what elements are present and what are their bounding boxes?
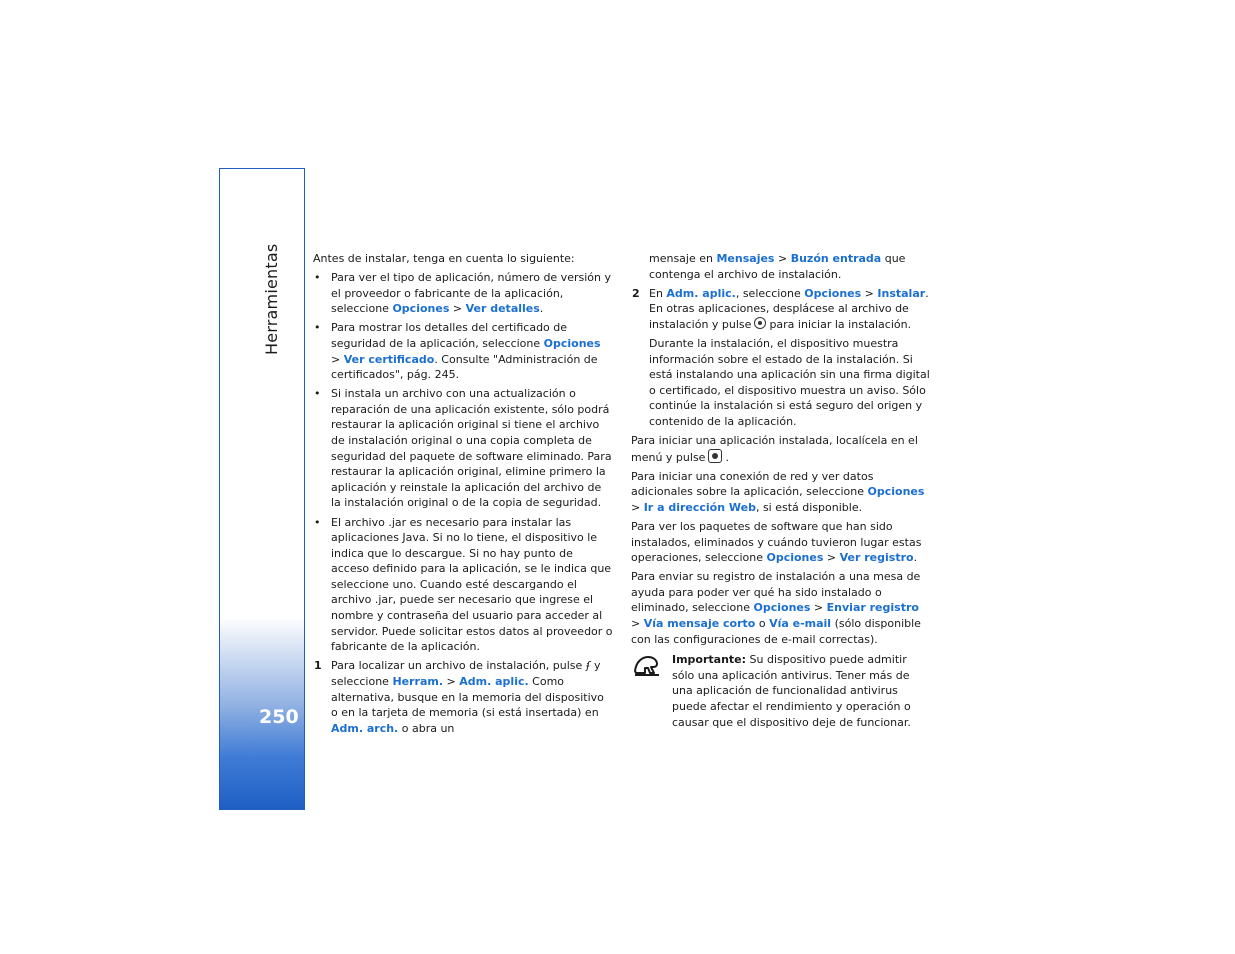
step-text: . En otras aplicaciones, desplácese al archivo de instalación y pulse [649, 286, 929, 331]
ui-term: Herram. [392, 674, 444, 688]
bullet-dot: • [314, 515, 321, 529]
ui-term: Opciones [766, 551, 824, 565]
step-item [313, 658, 613, 736]
bullet-text: . Consulte "Administración de certificados", pág. 245. [331, 352, 598, 382]
step-text: En [649, 286, 667, 300]
separator: > [449, 302, 466, 316]
important-text: Su dispositivo puede admitir sólo una aplicación antivirus. Tener más de una aplicación de funcionalidad antivirus puede afectar el rendimiento y operación o causar que el dispositivo deje de funcionar. [672, 653, 911, 729]
step-text: mensaje en [649, 252, 717, 265]
step-note: Durante la instalación, el dispositivo muestra información sobre el estado de la instalación. Si está instalando una aplicación sin una firma digital o certificado, el dispositivo muestra un aviso. Sólo continúe la instalación si está seguro del origen y contenido de la aplicación. [649, 336, 930, 428]
paragraph-text: Para iniciar una conexión de red y ver datos adicionales sobre la aplicación, seleccione [631, 469, 874, 499]
bullet-item [313, 270, 613, 317]
bullet-text: Para ver el tipo de aplicación, número de versión y el proveedor o fabricante de la aplicación, seleccione [331, 271, 611, 316]
ui-term: Adm. aplic. [459, 674, 529, 688]
paragraph-text: o [755, 617, 770, 631]
separator: > [631, 500, 644, 514]
step-item [631, 286, 931, 333]
section-title: Herramientas [262, 243, 281, 355]
bullet-item [313, 320, 613, 382]
ui-term: Vía mensaje corto [643, 617, 756, 631]
bullet-dot: • [314, 321, 321, 335]
paragraph [631, 569, 931, 647]
ui-term: Opciones [753, 601, 811, 615]
separator: > [810, 601, 827, 615]
ui-term: Adm. aplic. [666, 286, 736, 300]
important-label: Importante: [672, 653, 747, 667]
right-column [631, 251, 931, 730]
joystick-key-icon [754, 317, 766, 329]
step-text: , seleccione [735, 286, 805, 300]
paragraph-text: Para iniciar una aplicación instalada, localícela en el menú y pulse [631, 434, 918, 464]
ui-term: Adm. arch. [331, 721, 399, 735]
left-column [313, 251, 613, 740]
step-text: que contenga el archivo de instalación. [649, 252, 906, 281]
scroll-key-icon [708, 449, 722, 463]
paragraph [631, 469, 931, 516]
ui-term: Instalar [877, 286, 926, 300]
bullet-dot: • [314, 387, 321, 401]
bullet-text: Si instala un archivo con una actualización o reparación de una aplicación existente, sólo podrá restaurar la aplicación original si tiene el archivo de instalación original o una copia completa de seguridad del paquete de software eliminado. Para restaurar la aplicación original, elimine primero la aplicación y reinstale la aplicación del archivo de la instalación original o de la copia de seguridad. [331, 387, 612, 510]
bullet-dot: • [314, 271, 321, 285]
paragraph-text: . [913, 551, 918, 565]
bullet-item [313, 515, 613, 655]
separator: > [823, 551, 840, 565]
ui-term: Opciones [804, 286, 862, 300]
step-text: y seleccione [331, 659, 601, 688]
paragraph [631, 433, 931, 465]
ui-term: Ver certificado [343, 352, 435, 366]
ui-term: Enviar registro [826, 601, 919, 615]
step-text: para iniciar la instalación. [769, 317, 912, 331]
warning-hand-icon [633, 653, 661, 677]
page-number: 250 [259, 706, 299, 728]
paragraph-text: Para ver los paquetes de software que han sido instalados, eliminados y cuándo tuvieron lugar estas operaciones, seleccione [631, 520, 922, 565]
step-text: Para localizar un archivo de instalación, pulse [331, 659, 583, 673]
bullet-text: Para mostrar los detalles del certificado de seguridad de la aplicación, seleccione [331, 321, 568, 350]
ui-term: Ver detalles [465, 302, 540, 316]
ui-term: Mensajes [716, 252, 775, 265]
bullet-text: El archivo .jar es necesario para instalar las aplicaciones Java. Si no lo tiene, el dispositivo le indica que lo descargue. Si no hay punto de acceso definido para la aplicación, se le indica que seleccione uno. Cuando esté descargando el archivo .jar, puede ser necesario que ingrese el nombre y contraseña del usuario para acceder al servidor. Puede solicitar estos datos al proveedor o fabricante de la aplicación. [331, 515, 613, 654]
separator: > [331, 352, 344, 366]
separator: > [774, 252, 791, 265]
paragraph-text: Para enviar su registro de instalación a una mesa de ayuda para poder ver qué ha sido instalado o eliminado, seleccione [631, 570, 921, 615]
ui-term: Opciones [867, 485, 925, 499]
ui-term: Buzón entrada [790, 252, 882, 265]
step-text: Como alternativa, busque en la memoria del dispositivo o en la tarjeta de memoria (si está insertada) en [331, 674, 604, 720]
ui-term: Opciones [543, 336, 601, 350]
bullet-item [313, 386, 613, 511]
separator: > [861, 286, 878, 300]
paragraph-text: (sólo disponible con las configuraciones de e-mail correctas). [631, 617, 921, 646]
intro-text: Antes de instalar, tenga en cuenta lo siguiente: [313, 252, 575, 265]
step-continuation [631, 251, 931, 282]
separator: > [443, 674, 460, 688]
paragraph-text: . [725, 450, 729, 464]
ui-term: Ir a dirección Web [643, 500, 756, 514]
step-number: 1 [314, 659, 322, 673]
ui-term: Vía e-mail [769, 617, 832, 631]
ui-term: Ver registro [839, 551, 914, 565]
separator: > [631, 617, 644, 631]
step-text: o abra un [398, 721, 455, 735]
paragraph-text: , si está disponible. [755, 500, 863, 514]
bullet-text: . [539, 302, 544, 316]
step-number: 2 [632, 286, 640, 300]
menu-key-icon: ʄ [586, 659, 591, 673]
important-note [631, 652, 931, 730]
paragraph [631, 519, 931, 566]
ui-term: Opciones [392, 302, 450, 316]
